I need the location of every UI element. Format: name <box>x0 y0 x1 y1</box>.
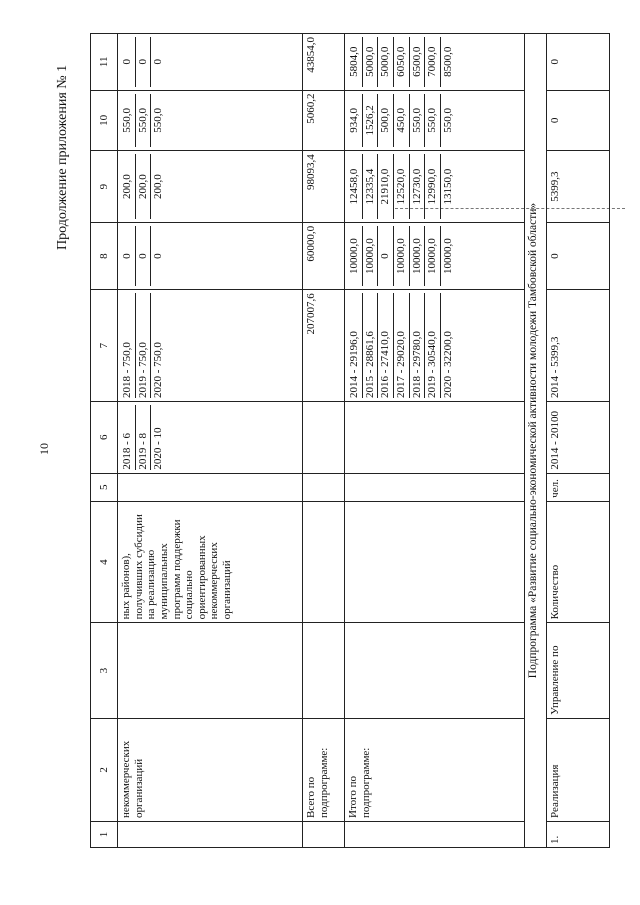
cell-value: 6500,0 <box>410 37 426 87</box>
cell-value: 0 <box>152 59 165 65</box>
col-header: 2 <box>91 718 118 821</box>
col-header: 6 <box>91 401 118 473</box>
cell-value: 550,0 <box>136 94 152 148</box>
subprogram-row <box>525 34 547 848</box>
cell-value: 0 <box>152 253 165 259</box>
cell-value: 2016 - 27410,0 <box>378 293 394 398</box>
cell-value: 500,0 <box>378 94 394 148</box>
cell-value: 1. <box>547 821 610 847</box>
cell-value: 2019 - 750,0 <box>136 293 152 398</box>
cell-value: 2020 - 750,0 <box>152 342 165 398</box>
cell-value: 550,0 <box>152 108 165 133</box>
row-label: Итого по подпрограмме: <box>345 718 525 821</box>
cell-value: 5804,0 <box>347 37 363 87</box>
cell-value: 10000,0 <box>425 226 441 286</box>
cell-value: 2014 - 20100 <box>547 401 610 473</box>
cell-value: 450,0 <box>394 94 410 148</box>
cell-value: 2018 - 29780,0 <box>410 293 426 398</box>
col-header: 9 <box>91 151 118 223</box>
column-numbers-row <box>91 34 118 848</box>
col-header: 7 <box>91 290 118 402</box>
cell-value: 13150,0 <box>441 168 454 205</box>
cell-value: 2017 - 29020,0 <box>394 293 410 398</box>
cell-value: Управление по <box>547 623 610 719</box>
cell-value: 2020 - 10 <box>152 427 165 470</box>
cell-value: 200,0 <box>136 154 152 219</box>
cell-value: 8500,0 <box>441 46 454 77</box>
cell-value: 2014 - 5399,3 <box>547 290 610 402</box>
col-header: 10 <box>91 90 118 151</box>
cell-value: 207007,6 <box>303 290 345 402</box>
cell-value: 10000,0 <box>441 238 454 274</box>
cell-value: 2019 - 8 <box>136 405 152 470</box>
cell-value: Реализация <box>547 718 610 821</box>
cell-value: 2018 - 750,0 <box>120 293 136 398</box>
cell-value: 10000,0 <box>363 226 379 286</box>
cell-value: 2020 - 32200,0 <box>441 331 454 398</box>
cell-value: 1526,2 <box>363 94 379 148</box>
cell-value: 0 <box>547 34 610 91</box>
cell-value: 98093,4 <box>303 151 345 223</box>
table-row <box>303 34 345 848</box>
cell-value: 12520,0 <box>394 154 410 219</box>
cell-value: 60000,0 <box>303 222 345 289</box>
col-header: 8 <box>91 222 118 289</box>
page-number: 10 <box>37 443 51 455</box>
cell-value: 550,0 <box>425 94 441 148</box>
cell-value: 550,0 <box>120 94 136 148</box>
cell-value: 550,0 <box>441 108 454 133</box>
rotated-table-wrapper <box>90 33 610 848</box>
cell-value: 0 <box>136 226 152 286</box>
col-header: 3 <box>91 623 118 719</box>
cell-value: чел. <box>547 473 610 501</box>
cell-value: Количество <box>547 501 610 623</box>
table-row <box>118 34 303 848</box>
cell-value: 0 <box>136 37 152 87</box>
subprogram-title: Подпрограмма «Развитие социально-экономической активности молодежи Тамбовской области» <box>525 34 547 848</box>
cell-value: 5000,0 <box>378 37 394 87</box>
cell-value: 12990,0 <box>425 154 441 219</box>
cell-value: 0 <box>120 37 136 87</box>
table-row <box>547 34 610 848</box>
col-header: 5 <box>91 473 118 501</box>
col-header: 4 <box>91 501 118 623</box>
cell-value: 12458,0 <box>347 154 363 219</box>
cell-value: 934,0 <box>347 94 363 148</box>
cell-value: 200,0 <box>120 154 136 219</box>
cell-value: 5060,2 <box>303 90 345 151</box>
cell-value: 5000,0 <box>363 37 379 87</box>
cell-value: 0 <box>547 90 610 151</box>
cell-value: 12335,4 <box>363 154 379 219</box>
cell-value: 5399,3 <box>547 151 610 223</box>
cell-value: 7000,0 <box>425 37 441 87</box>
cell-text: некоммерческих организаций <box>118 718 303 821</box>
col-header: 11 <box>91 34 118 91</box>
cell-value: 0 <box>120 226 136 286</box>
cell-value: 2014 - 29196,0 <box>347 293 363 398</box>
cell-value: 0 <box>547 222 610 289</box>
cell-value: 21910,0 <box>378 154 394 219</box>
cell-text: ных районов), получивших субсидии на реализацию муниципальных программ поддержки социально ориентированных некоммерческих организаций <box>118 501 303 623</box>
page-header: Продолжение приложения № 1 <box>55 64 70 250</box>
cell-value: 2018 - 6 <box>120 405 136 470</box>
cell-value: 12730,0 <box>410 154 426 219</box>
cell-value: 10000,0 <box>394 226 410 286</box>
cell-value: 200,0 <box>152 174 165 199</box>
cell-value: 10000,0 <box>410 226 426 286</box>
cell-value: 550,0 <box>410 94 426 148</box>
table-row <box>345 34 525 848</box>
cell-value: 43854,0 <box>303 34 345 91</box>
program-table <box>90 33 610 848</box>
col-header: 1 <box>91 821 118 847</box>
cell-value: 2015 - 28861,6 <box>363 293 379 398</box>
row-label: Всего по подпрограмме: <box>303 718 345 821</box>
cell-value: 2019 - 30540,0 <box>425 293 441 398</box>
cell-value: 10000,0 <box>347 226 363 286</box>
cell-value: 6050,0 <box>394 37 410 87</box>
cell-value: 0 <box>378 226 394 286</box>
